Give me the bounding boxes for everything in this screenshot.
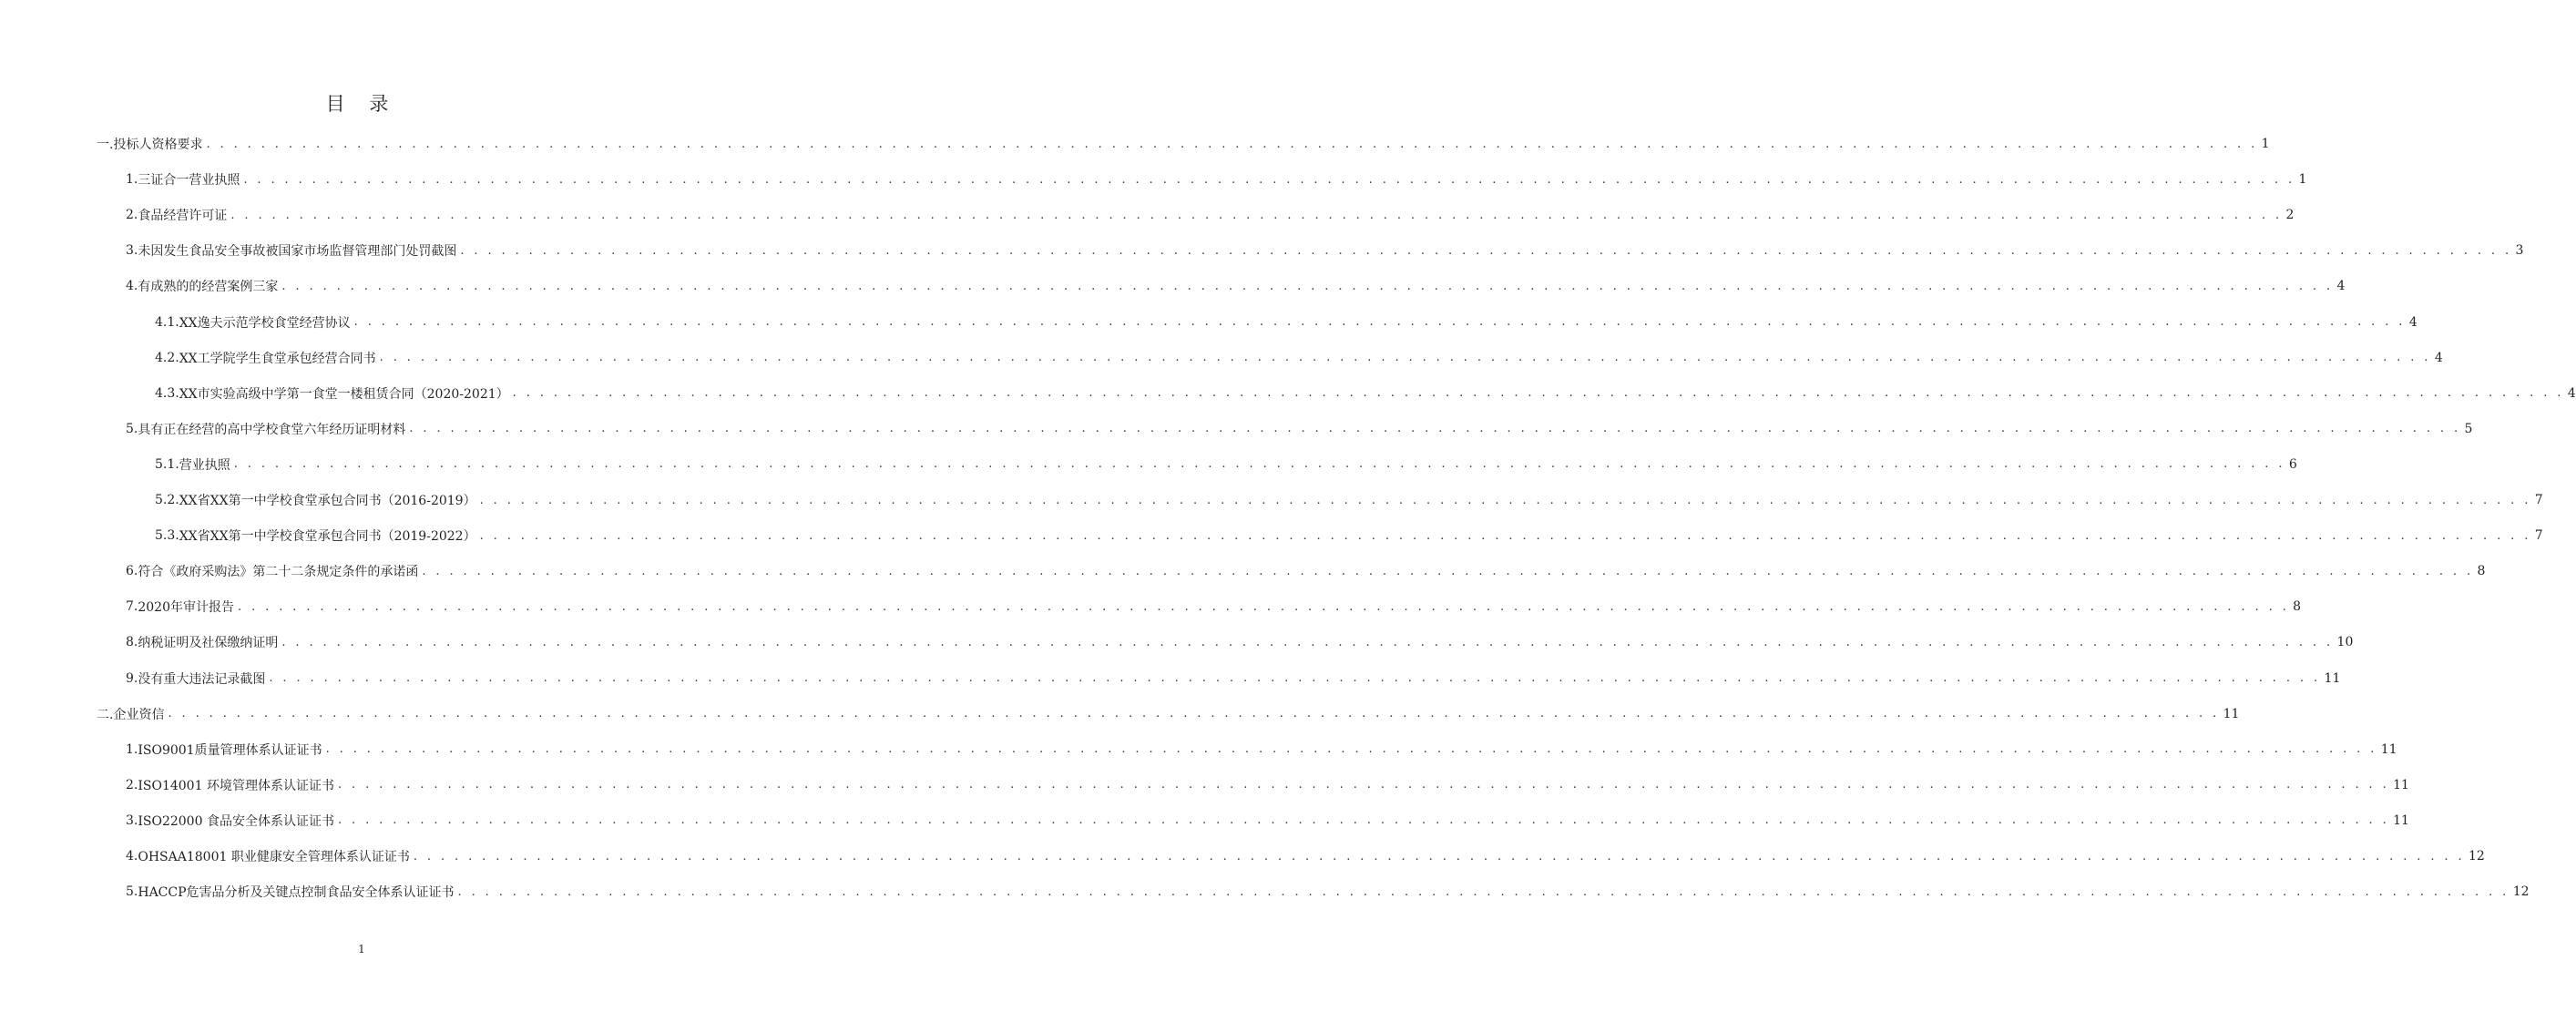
toc-entry-title: OHSAA18001 职业健康安全管理体系认证证书 xyxy=(138,850,410,864)
toc-entry-number: 5. xyxy=(126,884,138,900)
toc-entry-title: XX工学院学生食堂承包经营合同书 xyxy=(179,351,376,366)
toc-entry[interactable] xyxy=(126,845,2485,867)
dot-leader: . . . . . . . . . . . . . . . . . . . . . . . . . . . . . . . . . . . . . . . . . . . . . . . . . . . . . . . . . . . . . . . . . . . . . . . . . . . . . . . . . . . . . . . . . . . . . . . . . . . . . . . . . . . . . . . . . . . . . . . . . . . . . . . . . . . . . . . . . . . . . . . . . . . . . . xyxy=(168,707,2220,721)
toc-entry-number: 4.2. xyxy=(155,350,179,365)
toc-entry[interactable] xyxy=(126,668,2341,690)
toc-entry-page: 12 xyxy=(2512,884,2530,900)
dot-leader: . . . . . . . . . . . . . . . . . . . . . . . . . . . . . . . . . . . . . . . . . . . . . . . . . . . . . . . . . . . . . . . . . . . . . . . . . . . . . . . . . . . . . . . . . . . . . . . . . . . . . . . . . . . . . . . . . . . . . . . . . . . . . . . . . . . . . . . . . . . . . . . . . . . . . . xyxy=(281,279,2334,293)
dot-leader: . . . . . . . . . . . . . . . . . . . . . . . . . . . . . . . . . . . . . . . . . . . . . . . . . . . . . . . . . . . . . . . . . . . . . . . . . . . . . . . . . . . . . . . . . . . . . . . . . . . . . . . . . . . . . . . . . . . . . . . . . . . . . . . . . . . . . . . . . . . . . . . . . . . . . . xyxy=(206,137,2258,151)
dot-leader: . . . . . . . . . . . . . . . . . . . . . . . . . . . . . . . . . . . . . . . . . . . . . . . . . . . . . . . . . . . . . . . . . . . . . . . . . . . . . . . . . . . . . . . . . . . . . . . . . . . . . . . . . . . . . . . . . . . . . . . . . . . . . . . . . . . . . . . . . . . . . . . . . . . . . . xyxy=(325,742,2377,757)
toc-entry-page: 5 xyxy=(2464,421,2473,436)
toc-entry-number: 2. xyxy=(126,777,138,792)
toc-entry-page: 4 xyxy=(2408,314,2418,330)
toc-entry-page: 8 xyxy=(2477,564,2486,579)
toc-entry-page: 6 xyxy=(2288,456,2297,472)
dot-leader: . . . . . . . . . . . . . . . . . . . . . . . . . . . . . . . . . . . . . . . . . . . . . . . . . . . . . . . . . . . . . . . . . . . . . . . . . . . . . . . . . . . . . . . . . . . . . . . . . . . . . . . . . . . . . . . . . . . . . . . . . . . . . . . . . . . . . . . . . . . . . . . . . . . . . . xyxy=(379,351,2431,365)
toc-entry-page: 7 xyxy=(2534,493,2543,507)
toc-entry-number: 6. xyxy=(126,564,138,579)
toc-entry[interactable] xyxy=(155,383,2576,404)
toc-entry-page: 1 xyxy=(2261,137,2270,151)
toc-entry-number: 一. xyxy=(97,138,114,152)
toc-entry-page: 2 xyxy=(2285,208,2295,223)
toc-entry-title: 符合《政府采购法》第二十二条规定条件的承诺函 xyxy=(138,565,419,580)
toc-entry[interactable] xyxy=(126,560,2486,582)
toc-entry-page: 11 xyxy=(2393,777,2409,792)
toc-entry-title: 三证合一营业执照 xyxy=(138,173,240,189)
toc-entry[interactable] xyxy=(126,810,2409,832)
dot-leader: . . . . . . . . . . . . . . . . . . . . . . . . . . . . . . . . . . . . . . . . . . . . . . . . . . . . . . . . . . . . . . . . . . . . . . . . . . . . . . . . . . . . . . . . . . . . . . . . . . . . . . . . . . . . . . . . . . . . . . . . . . . . . . . . . . . . . . . . . . . . . . . . . . . . . . xyxy=(353,315,2406,329)
toc-entry-page: 11 xyxy=(2380,741,2397,757)
toc-entry-page: 1 xyxy=(2298,172,2307,188)
dot-leader: . . . . . . . . . . . . . . . . . . . . . . . . . . . . . . . . . . . . . . . . . . . . . . . . . . . . . . . . . . . . . . . . . . . . . . . . . . . . . . . . . . . . . . . . . . . . . . . . . . . . . . . . . . . . . . . . . . . . . . . . . . . . . . . . . . . . . . . . . . . . . . . . . . . . . . xyxy=(243,172,2295,187)
toc-entry[interactable] xyxy=(155,347,2443,369)
toc-entry-title: 企业资信 xyxy=(113,707,165,722)
toc-entry-page: 4 xyxy=(2336,279,2346,294)
toc-entry-title: XX市实验高级中学第一食堂一楼租赁合同（2020-2021） xyxy=(179,386,509,402)
toc-entry[interactable] xyxy=(126,204,2295,226)
dot-leader: . . . . . . . . . . . . . . . . . . . . . . . . . . . . . . . . . . . . . . . . . . . . . . . . . . . . . . . . . . . . . . . . . . . . . . . . . . . . . . . . . . . . . . . . . . . . . . . . . . . . . . . . . . . . . . . . . . . . . . . . . . . . . . . . . . . . . . . . . . . . . . . . . . . . . . xyxy=(409,422,2461,436)
dot-leader: . . . . . . . . . . . . . . . . . . . . . . . . . . . . . . . . . . . . . . . . . . . . . . . . . . . . . . . . . . . . . . . . . . . . . . . . . . . . . . . . . . . . . . . . . . . . . . . . . . . . . . . . . . . . . . . . . . . . . . . . . . . . . . . . . . . . . . . . . . . . . . . . . . . . . . xyxy=(479,528,2531,543)
toc-entry-title: HACCP危害品分析及关键点控制食品安全体系认证证书 xyxy=(138,885,455,901)
toc-entry-title: XX逸夫示范学校食堂经营协议 xyxy=(179,315,351,331)
toc-entry-title: 没有重大违法记录截图 xyxy=(138,671,266,687)
toc-entry-number: 8. xyxy=(126,635,138,650)
dot-leader: . . . . . . . . . . . . . . . . . . . . . . . . . . . . . . . . . . . . . . . . . . . . . . . . . . . . . . . . . . . . . . . . . . . . . . . . . . . . . . . . . . . . . . . . . . . . . . . . . . . . . . . . . . . . . . . . . . . . . . . . . . . . . . . . . . . . . . . . . . . . . . . . . . . . . . xyxy=(230,208,2283,222)
toc-entry-number: 二. xyxy=(97,707,114,722)
toc-entry[interactable] xyxy=(126,275,2346,297)
toc-entry-page: 11 xyxy=(2324,670,2341,686)
toc-entry[interactable] xyxy=(126,169,2307,190)
toc-entry[interactable] xyxy=(126,881,2530,903)
toc-entry-page: 11 xyxy=(2393,812,2409,828)
toc-entry-title: 纳税证明及社保缴纳证明 xyxy=(138,636,279,651)
toc-entry-title: XX省XX第一中学校食堂承包合同书（2016-2019） xyxy=(179,494,476,508)
toc-entry-page: 10 xyxy=(2336,635,2354,650)
toc-entry[interactable] xyxy=(126,631,2354,653)
toc-entry-number: 7. xyxy=(126,599,138,615)
toc-entry[interactable] xyxy=(126,418,2473,440)
toc-entry[interactable] xyxy=(155,525,2543,547)
toc-entry-title: ISO9001质量管理体系认证证书 xyxy=(138,742,322,758)
dot-leader: . . . . . . . . . . . . . . . . . . . . . . . . . . . . . . . . . . . . . . . . . . . . . . . . . . . . . . . . . . . . . . . . . . . . . . . . . . . . . . . . . . . . . . . . . . . . . . . . . . . . . . . . . . . . . . . . . . . . . . . . . . . . . . . . . . . . . . . . . . . . . . . . . . . . . . xyxy=(281,635,2334,649)
toc-entry-page: 11 xyxy=(2223,706,2240,721)
dot-leader: . . . . . . . . . . . . . . . . . . . . . . . . . . . . . . . . . . . . . . . . . . . . . . . . . . . . . . . . . . . . . . . . . . . . . . . . . . . . . . . . . . . . . . . . . . . . . . . . . . . . . . . . . . . . . . . . . . . . . . . . . . . . . . . . . . . . . . . . . . . . . . . . . . . . . . xyxy=(269,671,2321,685)
toc-entry-number: 5.2. xyxy=(155,493,179,507)
dot-leader: . . . . . . . . . . . . . . . . . . . . . . . . . . . . . . . . . . . . . . . . . . . . . . . . . . . . . . . . . . . . . . . . . . . . . . . . . . . . . . . . . . . . . . . . . . . . . . . . . . . . . . . . . . . . . . . . . . . . . . . . . . . . . . . . . . . . . . . . . . . . . . . . . . . . . . xyxy=(337,813,2390,828)
toc-entry-title: 未因发生食品安全事故被国家市场监督管理部门处罚截图 xyxy=(138,244,457,260)
toc-entry-number: 1. xyxy=(126,172,138,188)
toc-entry-page: 7 xyxy=(2534,528,2543,544)
toc-entry-title: 有成熟的的经营案例三家 xyxy=(138,280,279,295)
toc-entry-page: 4 xyxy=(2434,350,2443,365)
toc-entry-number: 9. xyxy=(126,670,138,686)
toc-entry-title: 投标人资格要求 xyxy=(113,138,203,152)
toc-entry-number: 4. xyxy=(126,849,138,864)
toc-title: 目 录 xyxy=(325,93,398,115)
dot-leader: . . . . . . . . . . . . . . . . . . . . . . . . . . . . . . . . . . . . . . . . . . . . . . . . . . . . . . . . . . . . . . . . . . . . . . . . . . . . . . . . . . . . . . . . . . . . . . . . . . . . . . . . . . . . . . . . . . . . . . . . . . . . . . . . . . . . . . . . . . . . . . . . . . . . . . xyxy=(457,884,2510,899)
dot-leader: . . . . . . . . . . . . . . . . . . . . . . . . . . . . . . . . . . . . . . . . . . . . . . . . . . . . . . . . . . . . . . . . . . . . . . . . . . . . . . . . . . . . . . . . . . . . . . . . . . . . . . . . . . . . . . . . . . . . . . . . . . . . . . . . . . . . . . . . . . . . . . . . . . . . . . xyxy=(337,778,2390,792)
toc-entry-page: 12 xyxy=(2469,849,2485,864)
dot-leader: . . . . . . . . . . . . . . . . . . . . . . . . . . . . . . . . . . . . . . . . . . . . . . . . . . . . . . . . . . . . . . . . . . . . . . . . . . . . . . . . . . . . . . . . . . . . . . . . . . . . . . . . . . . . . . . . . . . . . . . . . . . . . . . . . . . . . . . . . . . . . . . . . . . . . . xyxy=(512,386,2564,401)
toc-entry-page: 3 xyxy=(2515,243,2524,259)
toc-entry[interactable] xyxy=(126,739,2397,761)
dot-leader: . . . . . . . . . . . . . . . . . . . . . . . . . . . . . . . . . . . . . . . . . . . . . . . . . . . . . . . . . . . . . . . . . . . . . . . . . . . . . . . . . . . . . . . . . . . . . . . . . . . . . . . . . . . . . . . . . . . . . . . . . . . . . . . . . . . . . . . . . . . . . . . . . . . . . . xyxy=(233,457,2285,472)
toc-entry[interactable] xyxy=(126,240,2524,261)
dot-leader: . . . . . . . . . . . . . . . . . . . . . . . . . . . . . . . . . . . . . . . . . . . . . . . . . . . . . . . . . . . . . . . . . . . . . . . . . . . . . . . . . . . . . . . . . . . . . . . . . . . . . . . . . . . . . . . . . . . . . . . . . . . . . . . . . . . . . . . . . . . . . . . . . . . . . . xyxy=(422,564,2474,578)
toc-entry-title: XX省XX第一中学校食堂承包合同书（2019-2022） xyxy=(179,529,476,545)
toc-entry-number: 3. xyxy=(126,243,138,259)
toc-entry-number: 5.3. xyxy=(155,528,179,544)
toc-entry[interactable] xyxy=(155,312,2418,333)
toc-entry-number: 2. xyxy=(126,208,138,223)
toc-entry[interactable] xyxy=(126,774,2409,796)
toc-entry-title: ISO14001 环境管理体系认证证书 xyxy=(138,778,334,793)
toc-entry[interactable] xyxy=(155,454,2297,475)
toc-entry-page: 4 xyxy=(2567,385,2576,401)
toc-entry-number: 4.1. xyxy=(155,314,179,330)
toc-entry-title: 2020年审计报告 xyxy=(138,600,234,616)
toc-entry-title: 食品经营许可证 xyxy=(138,209,228,224)
dot-leader: . . . . . . . . . . . . . . . . . . . . . . . . . . . . . . . . . . . . . . . . . . . . . . . . . . . . . . . . . . . . . . . . . . . . . . . . . . . . . . . . . . . . . . . . . . . . . . . . . . . . . . . . . . . . . . . . . . . . . . . . . . . . . . . . . . . . . . . . . . . . . . . . . . . . . . xyxy=(238,599,2290,614)
toc-entry[interactable] xyxy=(155,489,2543,511)
toc-entry-number: 4. xyxy=(126,279,138,294)
toc-entry-title: ISO22000 食品安全体系认证证书 xyxy=(138,813,334,829)
dot-leader: . . . . . . . . . . . . . . . . . . . . . . . . . . . . . . . . . . . . . . . . . . . . . . . . . . . . . . . . . . . . . . . . . . . . . . . . . . . . . . . . . . . . . . . . . . . . . . . . . . . . . . . . . . . . . . . . . . . . . . . . . . . . . . . . . . . . . . . . . . . . . . . . . . . . . . xyxy=(460,243,2512,258)
dot-leader: . . . . . . . . . . . . . . . . . . . . . . . . . . . . . . . . . . . . . . . . . . . . . . . . . . . . . . . . . . . . . . . . . . . . . . . . . . . . . . . . . . . . . . . . . . . . . . . . . . . . . . . . . . . . . . . . . . . . . . . . . . . . . . . . . . . . . . . . . . . . . . . . . . . . . . xyxy=(413,849,2466,864)
toc-entry-title: 具有正在经营的高中学校食堂六年经历证明材料 xyxy=(138,422,406,437)
toc-entry-number: 5.1. xyxy=(155,456,179,472)
toc-entry-number: 4.3. xyxy=(155,385,179,401)
toc-entry[interactable] xyxy=(97,703,2240,725)
toc-entry-number: 3. xyxy=(126,812,138,828)
toc-entry-number: 5. xyxy=(126,421,138,436)
toc-entry[interactable] xyxy=(97,133,2270,155)
dot-leader: . . . . . . . . . . . . . . . . . . . . . . . . . . . . . . . . . . . . . . . . . . . . . . . . . . . . . . . . . . . . . . . . . . . . . . . . . . . . . . . . . . . . . . . . . . . . . . . . . . . . . . . . . . . . . . . . . . . . . . . . . . . . . . . . . . . . . . . . . . . . . . . . . . . . . . xyxy=(479,493,2531,507)
toc-entry-number: 1. xyxy=(126,741,138,757)
toc-entry[interactable] xyxy=(126,596,2302,618)
toc-entry-page: 8 xyxy=(2293,599,2302,615)
page-number: 1 xyxy=(358,943,365,956)
toc-entry-title: 营业执照 xyxy=(179,457,230,473)
